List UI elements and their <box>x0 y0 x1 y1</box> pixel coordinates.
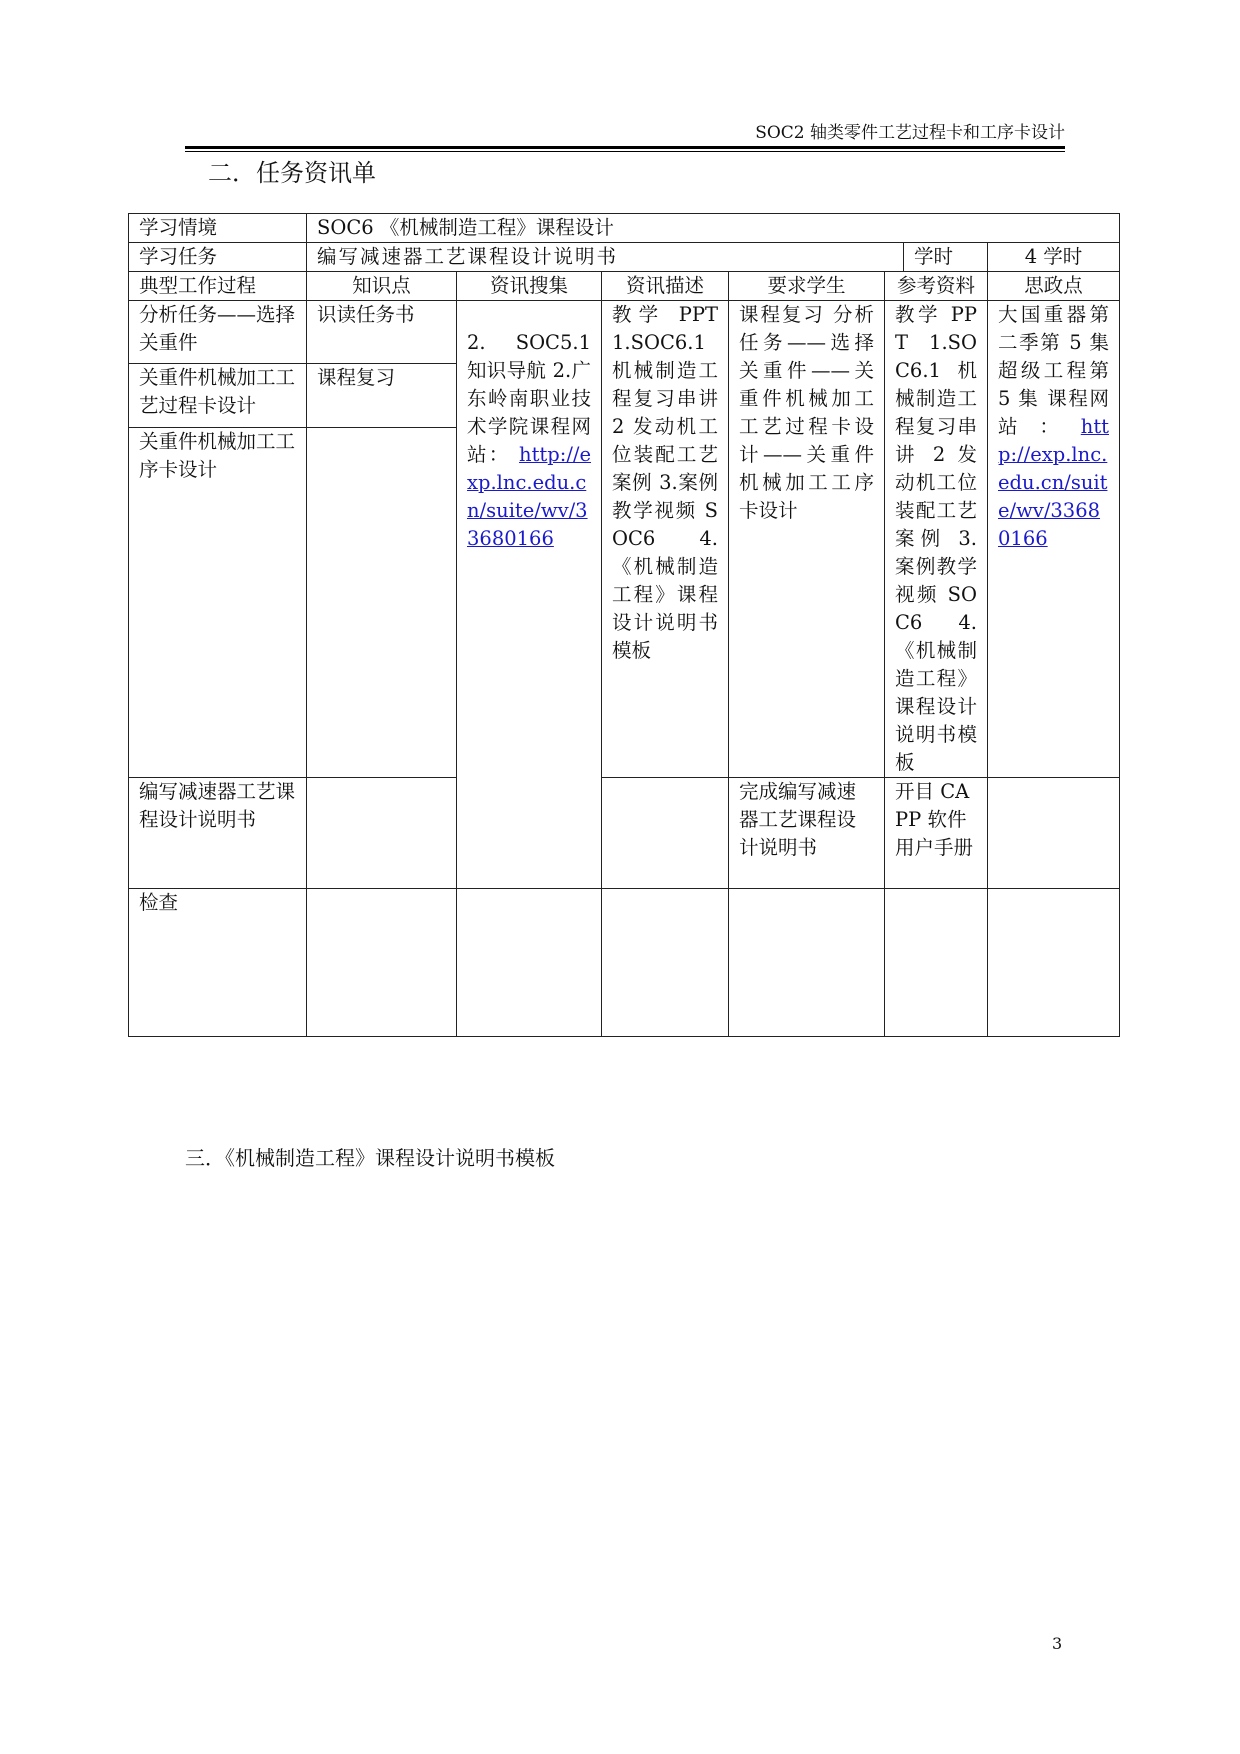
collect-link[interactable]: http://exp.lnc.edu.cn/suite/wv/33680166 <box>467 443 591 550</box>
header-reference: 参考资料 <box>885 272 988 301</box>
row5-process: 检查 <box>129 889 307 1037</box>
collect-text: 2. SOC5.1 知识导航 2.广东岭南职业技术学院课程网站： <box>467 331 591 466</box>
section-3-title: 三．《机械制造工程》课程设计说明书模板 <box>185 1146 555 1170</box>
row2-knowledge: 课程复习 <box>307 363 457 428</box>
row5-knowledge <box>307 889 457 1037</box>
situation-label: 学习情境 <box>129 214 307 243</box>
row4-describe <box>602 778 729 889</box>
hours-value: 4 学时 <box>988 243 1120 272</box>
row3-knowledge <box>307 428 457 778</box>
header-describe: 资讯描述 <box>602 272 729 301</box>
task-info-table <box>128 213 1120 1037</box>
row5-ideology <box>988 889 1120 1037</box>
header-rule-thin <box>185 151 1065 152</box>
row4-ideology <box>988 778 1120 889</box>
situation-value: SOC6 《机械制造工程》课程设计 <box>307 214 1120 243</box>
hours-label: 学时 <box>904 243 988 272</box>
task-value: 编写减速器工艺课程设计说明书 <box>307 243 904 272</box>
header-knowledge: 知识点 <box>307 272 457 301</box>
describe-cell: 教学 PPT 1.SOC6.1 机械制造工程复习串讲 2 发动机工位装配工艺案例 3.案例教学视频 SOC6 4.《机械制造工程》课程设计说明书模板 <box>602 301 729 778</box>
header-collect: 资讯搜集 <box>457 272 602 301</box>
header-process: 典型工作过程 <box>129 272 307 301</box>
reference-cell: 教学 PPT 1.SOC6.1 机械制造工程复习串讲 2 发动机工位装配工艺案例 3.案例教学视频 SOC6 4.《机械制造工程》课程设计说明书模板 <box>885 301 988 778</box>
ideology-link[interactable]: http://exp.lnc.edu.cn/suite/wv/33680166 <box>998 415 1109 550</box>
ideology-cell <box>988 301 1120 778</box>
section-2-title: 二．任务资讯单 <box>208 159 376 187</box>
row3-process: 关重件机械加工工序卡设计 <box>129 428 307 778</box>
require-cell: 课程复习 分析任务——选择关重件——关重件机械加工工艺过程卡设计——关重件机械加工工序卡设计 <box>729 301 885 778</box>
row4-knowledge <box>307 778 457 889</box>
row2-process: 关重件机械加工工艺过程卡设计 <box>129 363 307 428</box>
row1-knowledge: 识读任务书 <box>307 301 457 364</box>
row5-describe <box>602 889 729 1037</box>
row4-reference: 开目 CAPP 软件用户手册 <box>885 778 988 889</box>
row5-require <box>729 889 885 1037</box>
collect-cell <box>457 301 602 889</box>
page-number: 3 <box>1052 1634 1063 1653</box>
row4-process: 编写减速器工艺课程设计说明书 <box>129 778 307 889</box>
running-header: SOC2 轴类零件工艺过程卡和工序卡设计 <box>755 123 1065 143</box>
header-ideology: 思政点 <box>988 272 1120 301</box>
header-require: 要求学生 <box>729 272 885 301</box>
header-rule-thick <box>185 146 1065 149</box>
row5-reference <box>885 889 988 1037</box>
row5-collect <box>457 889 602 1037</box>
row4-require: 完成编写减速器工艺课程设计说明书 <box>729 778 885 889</box>
task-label: 学习任务 <box>129 243 307 272</box>
row1-process: 分析任务——选择关重件 <box>129 301 307 364</box>
ideology-text: 大国重器第二季第 5 集 超级工程第 5 集 课程网站 ： <box>998 303 1109 438</box>
